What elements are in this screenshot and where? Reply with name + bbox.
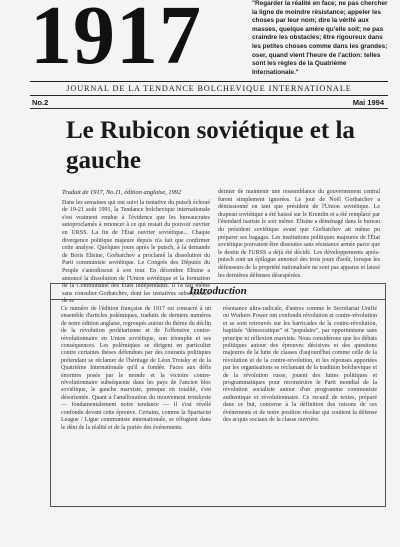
article-column-right: [218, 189, 380, 279]
issue-number: No.2: [32, 98, 49, 107]
article-column-left: [62, 189, 210, 305]
article-body-right: dernier de maintenir une ressemblance du gouvernement central furent simplement ignorées. Le jour de Noël Gorbatchev a démissionné en tant que président de l'Union soviétique. Le drapeau soviétique a été baissé sur le Kremlin et a été remplacé par l'étendard tsariste le soir même. Eltsine a déménagé dans le bureau du président soviétique avant que Gorbatchev ait même pu préparer ses bagages. Les institutions politiques majeures de l'État soviétique pouvaient être dissoutes sans résistance armée parce que le destin de l'URSS a déjà été décidé. Les développements après-putsch sont un épilogue annoncé des trois jours d'août, lorsque les défenseurs de la propriété nationalisée ne sont pas apparus et laissé les dernières défenses désespérées.: [218, 189, 380, 279]
introduction-box: [50, 283, 386, 507]
masthead-banner: JOURNAL DE LA TENDANCE BOLCHEVIQUE INTERNATIONALE: [30, 81, 388, 96]
article-body-left: Dans les semaines qui ont suivi la tentative du putsch échoué de 19-21 août 1991, la Tendance bolchevique internationale s'est vraiment rendue à l'évidence que les bureaucrates autoproclamés à renoncer à ce qui restait du pouvoir ouvrier en URSS. La fin de l'État ouvrier soviétique... Chaque divergence politique majeure depuis n'a fait que confirmer cette analyse. Quelques jours après le putsch, à la demande de Boris Eltsine, Gorbatchev a proclamé la dissolution du Parti communiste soviétique. Le Congrès des Députés du Peuple s'autodissout à son tour. En décembre Eltsine a annoncé la dissolution de l'Union soviétique et la formation de la Communauté des États Indépendants. Il l'a fait même sans consulter Gorbatchev, dont les tentatives subséquentes de se: [62, 199, 210, 305]
article-source: Traduit de 1917, No.11, édition anglaise, 1992: [62, 189, 182, 196]
header-divider: [30, 108, 388, 109]
issue-date: Mai 1994: [352, 98, 384, 107]
masthead-quote: "Regarder la réalité en face; ne pas chercher la ligne de moindre résistance; appeler les choses par leur nom; dire la vérité aux masses, quelque amère qu'elle soit; ne pas craindre les obstacles; être rigoureux dans les petites choses comme dans les grandes; oser, quand vient l'heure de l'action: telles sont les règles de la Quatrième Internationale.": [252, 0, 388, 76]
introduction-body-left: Ce numéro de l'édition française de 1917 est consacré à un ensemble d'articles polémiques, traduits de derniers numéros de notre édition anglaise, regroupés autour du thème du déclin de la révolution prolétarienne et de l'offensive contre-révolutionnaire en Union soviétique, son triomphe et ses conséquences. Les polémiques se dirigent en particulier contre certaines thèses défendues par des courants politiques prétendant se réclamer de l'héritage de Léon Trotsky et de la Quatrième Internationale qu'il a fondée. Faces aux défis énormes posés par le monde et la victoire contre-révolutionnaire subséquente dans les pays de l'ancien bloc soviétique, le gauche marxiste, presque en totalité, s'est désorientée. Quant à l'amélioration du mouvement trotskyste — fondamentalement notre tendance — il s'est révélé confondu devant cette épreuve. Certains, comme la Spartacist League / Ligue communiste internationale, se réfugient dans le déni de la réalité et de la portée des événements.: [61, 306, 211, 431]
article-title: Le Rubicon soviétique et la gauche: [66, 117, 355, 174]
masthead-title: 1917: [30, 0, 202, 82]
introduction-body-right: résonance ultra-radicale, d'autres comme le Secrétariat Unifié ou Workers Power ont confondu révolution et contre-révolution et se sont retrouvés sur les barricades de la contre-révolution, baptisée "démocratique" et "populaire", par opportunisme sans principe ni réflexion marxiste. Nous considérons que les débats politiques autour des épreuves décisives et des questions majeures de la lutte de classes d'aujourd'hui comme celle de la révolution et de la contre-révolution, et les réponses apportées par les organisations se réclamant de la tradition bolchevique et de la révolution russe, jouent des luttes politiques et programmatiques pour reconstruire le Parti mondial de la révolution socialiste autour d'un programme communiste authentique et révolutionnaire. Ce recueil de textes, préparé dans ce but, concerne à la définition des raisons de ces événements et de notre position résolue qui soutient la défense des acquis sociaux de la classe ouvrière.: [223, 306, 377, 424]
introduction-title: Introduction: [51, 284, 385, 300]
